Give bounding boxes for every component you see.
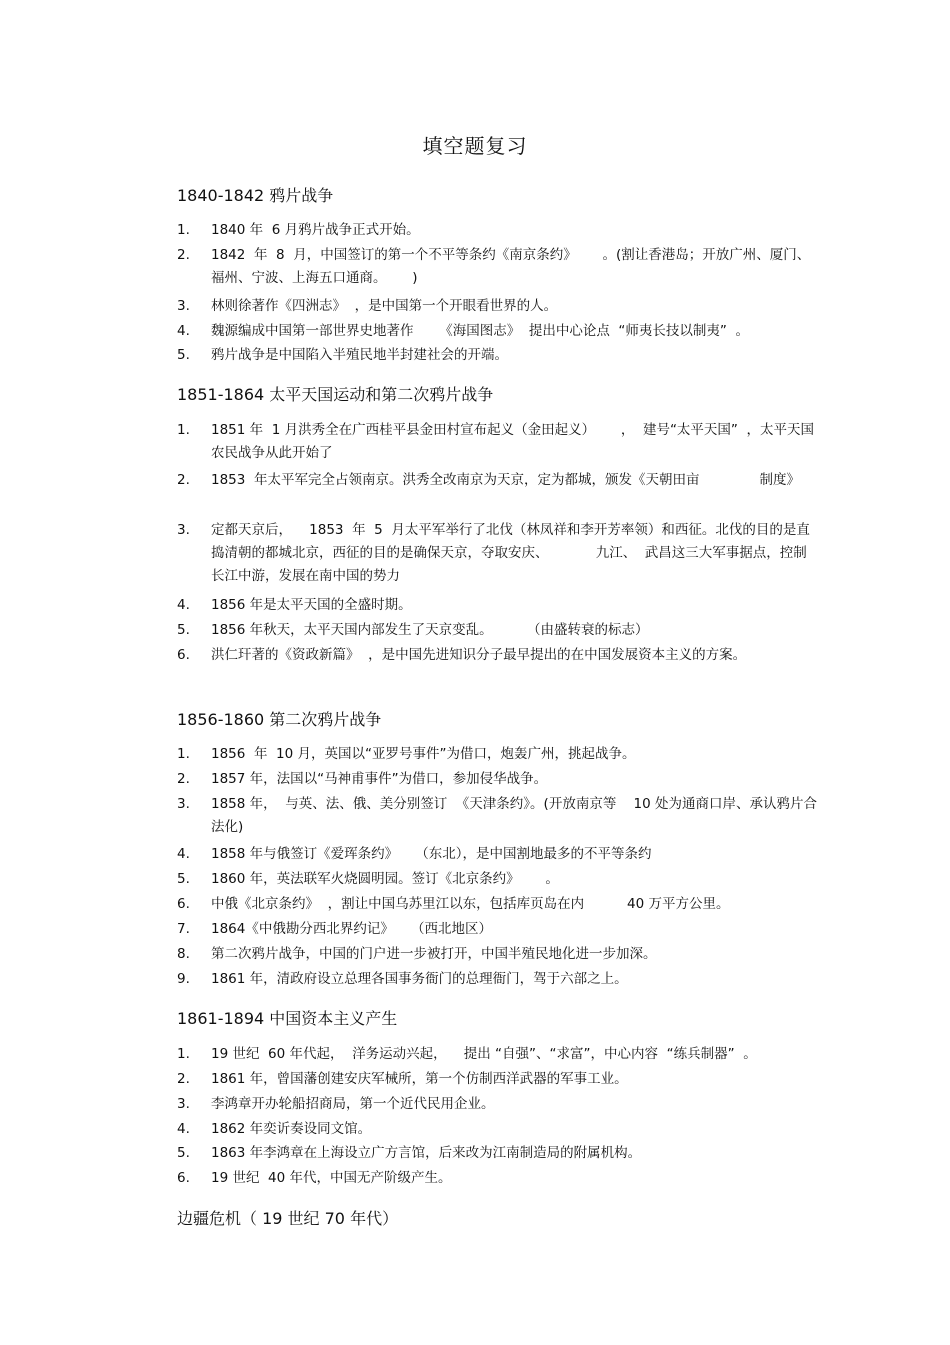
list-item [177, 295, 817, 318]
item-text: 1860 年，英法联军火烧圆明园。签订《北京条约》 。 [211, 871, 559, 887]
item-text: 19 世纪 40 年代，中国无产阶级产生。 [211, 1170, 452, 1186]
item-text: 1864《中俄勘分西北界约记》 （西北地区） [211, 921, 493, 937]
item-number: 4. [177, 846, 190, 862]
list-item [177, 594, 817, 617]
item-number: 3. [177, 522, 190, 538]
item-number: 3. [177, 1096, 190, 1112]
item-number: 2. [177, 472, 190, 488]
list-item [177, 469, 817, 492]
item-text: 中俄《北京条约》 ，割让中国乌苏里江以东，包括库页岛在内 40 万平方公里。 [211, 896, 730, 912]
item-text: 1861 年，清政府设立总理各国事务衙门的总理衙门，驾于六部之上。 [211, 971, 628, 987]
list-item [177, 1068, 817, 1091]
list-item [177, 768, 817, 791]
item-text: 1858 年与俄签订《爱珲条约》 （东北），是中国割地最多的不平等条约 [211, 846, 652, 862]
list-item [177, 843, 817, 866]
section-heading: 1856-1860 第二次鸦片战争 [177, 710, 382, 729]
list-item [177, 519, 817, 588]
list-item [177, 644, 817, 667]
item-text: 鸦片战争是中国陷入半殖民地半封建社会的开端。 [211, 347, 508, 363]
section-heading: 1840-1842 鸦片战争 [177, 186, 334, 205]
list-item [177, 918, 817, 941]
item-number: 3. [177, 796, 190, 812]
list-item [177, 1118, 817, 1141]
list-item [177, 793, 817, 839]
item-number: 1. [177, 422, 190, 438]
item-text: 1862 年奕䜣奏设同文馆。 [211, 1121, 372, 1137]
item-number: 2. [177, 247, 190, 263]
item-number: 8. [177, 946, 190, 962]
item-number: 9. [177, 971, 190, 987]
list-item [177, 1093, 817, 1116]
list-item [177, 419, 817, 465]
item-text: 1858 年， 与英、法、俄、美分别签订 《天津条约》。(开放南京等 10 处为通商口岸、承认鸦片合法化) [211, 796, 817, 835]
list-item [177, 743, 817, 766]
item-number: 6. [177, 1170, 190, 1186]
item-text: 第二次鸦片战争，中国的门户进一步被打开，中国半殖民地化进一步加深。 [211, 946, 657, 962]
item-number: 5. [177, 871, 190, 887]
list-item [177, 893, 817, 916]
section-heading: 1851-1864 太平天国运动和第二次鸦片战争 [177, 385, 494, 404]
item-text: 林则徐著作《四洲志》 ，是中国第一个开眼看世界的人。 [211, 298, 558, 314]
item-number: 5. [177, 1145, 190, 1161]
item-text: 1842 年 8 月，中国签订的第一个不平等条约《南京条约》 。(割让香港岛；开放广州、厦门、福州、宁波、上海五口通商。 ) [211, 247, 811, 286]
item-number: 4. [177, 323, 190, 339]
list-item [177, 619, 817, 642]
list-item [177, 219, 817, 242]
item-number: 4. [177, 1121, 190, 1137]
item-number: 5. [177, 347, 190, 363]
item-number: 4. [177, 597, 190, 613]
item-text: 1853 年太平军完全占领南京。洪秀全改南京为天京，定为都城，颁发《天朝田亩 制度》 [211, 472, 801, 488]
item-text: 1856 年 10 月，英国以“亚罗号事件”为借口，炮轰广州，挑起战争。 [211, 746, 636, 762]
item-number: 6. [177, 647, 190, 663]
item-text: 1856 年是太平天国的全盛时期。 [211, 597, 412, 613]
list-item [177, 868, 817, 891]
item-number: 2. [177, 771, 190, 787]
item-number: 6. [177, 896, 190, 912]
list-item [177, 968, 817, 991]
item-number: 3. [177, 298, 190, 314]
item-number: 1. [177, 222, 190, 238]
list-item [177, 344, 817, 367]
list-item [177, 1167, 817, 1190]
item-text: 1856 年秋天，太平天国内部发生了天京变乱。 （由盛转衰的标志） [211, 622, 649, 638]
list-item [177, 244, 817, 290]
item-text: 定都天京后， 1853 年 5 月太平军举行了北伐（林凤祥和李开芳率领）和西征。北伐的目的是直捣清朝的都城北京，西征的目的是确保天京，夺取安庆、 九江、 武昌这三大军事据点，控制长江中游，发展在南中国的势力 [211, 522, 810, 584]
item-text: 李鸿章开办轮船招商局，第一个近代民用企业。 [211, 1096, 495, 1112]
item-number: 5. [177, 622, 190, 638]
list-item [177, 320, 817, 343]
item-text: 1857 年，法国以“马神甫事件”为借口，参加侵华战争。 [211, 771, 548, 787]
section-heading: 边疆危机（ 19 世纪 70 年代） [177, 1209, 399, 1228]
page-title: 填空题复习 [422, 134, 528, 158]
item-text: 魏源编成中国第一部世界史地著作 《海国图志》 提出中心论点 “师夷长技以制夷” 。 [211, 323, 749, 339]
item-number: 2. [177, 1071, 190, 1087]
list-item [177, 943, 817, 966]
item-text: 1851 年 1 月洪秀全在广西桂平县金田村宣布起义（金田起义） ， 建号“太平天国” ，太平天国农民战争从此开始了 [211, 422, 815, 461]
item-number: 1. [177, 746, 190, 762]
item-number: 1. [177, 1046, 190, 1062]
item-text: 1840 年 6 月鸦片战争正式开始。 [211, 222, 420, 238]
item-text: 19 世纪 60 年代起， 洋务运动兴起， 提出 “自强”、“求富”，中心内容 “练兵制器” 。 [211, 1046, 757, 1062]
item-text: 1861 年，曾国藩创建安庆军械所，第一个仿制西洋武器的军事工业。 [211, 1071, 628, 1087]
section-heading: 1861-1894 中国资本主义产生 [177, 1009, 398, 1028]
item-text: 1863 年李鸿章在上海设立广方言馆，后来改为江南制造局的附属机构。 [211, 1145, 642, 1161]
item-text: 洪仁玕著的《资政新篇》 ，是中国先进知识分子最早提出的在中国发展资本主义的方案。 [211, 647, 747, 663]
item-number: 7. [177, 921, 190, 937]
list-item [177, 1142, 817, 1165]
list-item [177, 1043, 817, 1066]
